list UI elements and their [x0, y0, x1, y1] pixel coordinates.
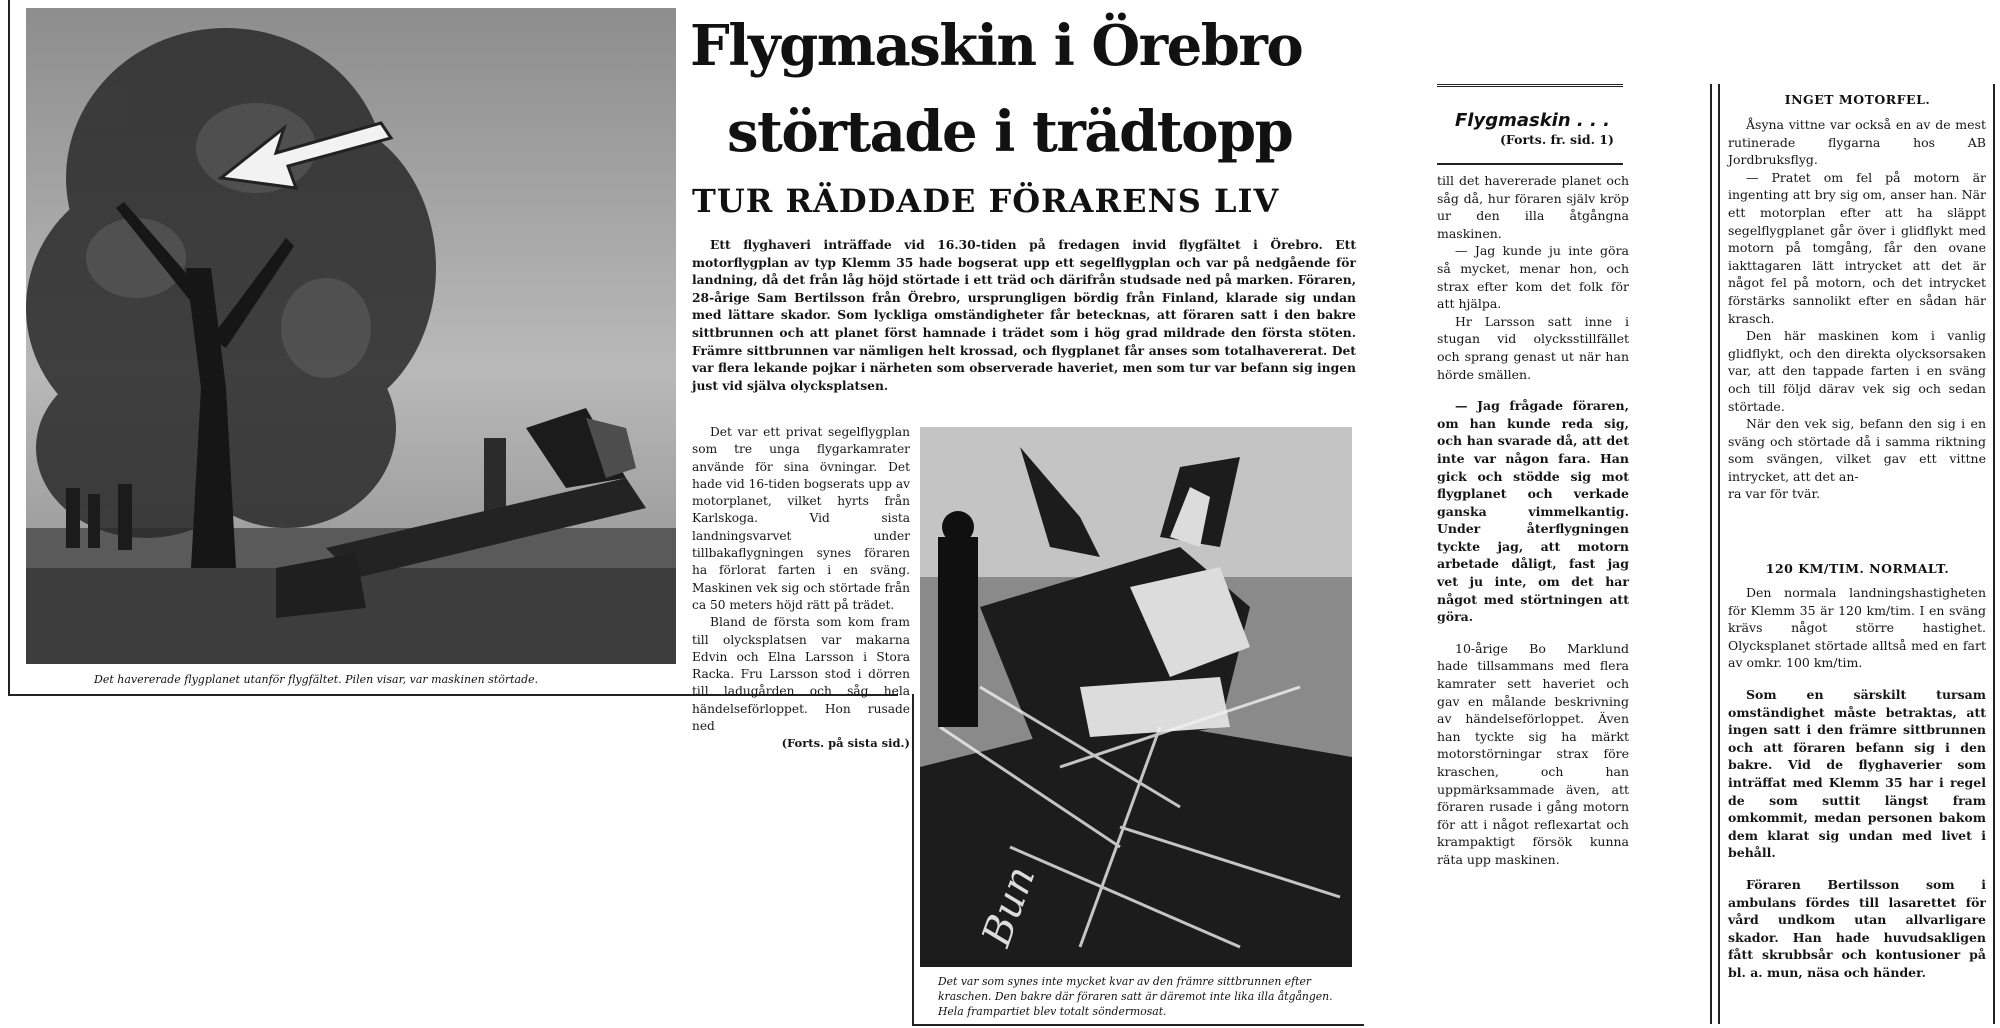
right-paragraph-3: Den här maskinen kom i vanlig glidflykt, och den direkta olycksorsaken var, att den tappade farten i en sväng och till följd därav vek sig och sedan störtade. [1728, 328, 1986, 414]
headline-line-1: Flygmaskin i Örebro [690, 13, 1303, 79]
right-paragraph-4b: ra var för tvär. [1728, 486, 1821, 502]
crash-photo-tree [26, 8, 676, 664]
lead-paragraph [692, 236, 1356, 394]
col1-paragraph-1: Det var ett privat segelflygplan som tre unga flygarkamrater använde för sina övningar. Det hade vid 16-tiden bogserats upp av motorplanet, vilket hyrts från Karlskoga. Vid sista landningsvarvet under tillbakaflygningen synes föraren ha förlorat farten i en sväng. Maskinen vek sig och störtade från ca 50 meters höjd rätt på trädet. [692, 425, 910, 612]
continuation-title: Flygmaskin . . . [1455, 110, 1610, 131]
continuation-ref: (Forts. fr. sid. 1) [1500, 132, 1614, 147]
continuation-paragraph-3: Hr Larsson satt inne i stugan vid olycksstillfället och sprang genast ut när han hörde smällen. [1437, 313, 1629, 382]
story-column-1 [692, 424, 910, 753]
center-side-rule [912, 694, 914, 1026]
right-paragraph-2: — Pratet om fel på motorn är ingenting att bry sig om, anser han. När ett motorplan efter att ha släppt segelflygplanet går över i glidflykt med motorn på tomgång, får den ovane iakttagaren lätt intrycket att det är något fel på motorn, och det intrycket förstärks sannolikt efter en sådan här krasch. [1728, 169, 1986, 326]
continuation-paragraph-5: 10-årige Bo Marklund hade tillsammans med flera kamrater sett haveriet och gav en målande beskrivning av händelseförloppet. Även han tyckte sig ha märkt motorstörningar strax före kraschen, och han uppmärksammade även, att föraren rusade i gång motorn för att i något reflexartat och krampaktigt försök kunna räta upp maskinen. [1437, 640, 1629, 867]
right-paragraph-4: När den vek sig, befann den sig i en sväng och störtade då i samma riktning som svängen, vilket gav ett vittne intrycket, att det an- [1728, 416, 1986, 484]
right-column-upper [1728, 116, 1986, 503]
continuation-column [1437, 172, 1629, 869]
center-bottom-rule [912, 1024, 1364, 1026]
continuation-paragraph-2: — Jag kunde ju inte göra så mycket, menar hon, och strax efter kom det folk för att hjälpa. [1437, 243, 1629, 312]
crash-photo-illustration [26, 8, 676, 664]
right-paragraph-7: Föraren Bertilsson som i ambulans fördes till lasarettet för vård undkom utan allvarligare skador. Han hade huvudsakligen fått skrubbsår och kontusioner på bl. a. mun, näsa och händer. [1728, 876, 1986, 980]
right-paragraph-1: Åsyna vittne var också en av de mest rutinerade flygarna hos AB Jordbruksflyg. [1728, 117, 1986, 168]
continuation-divider [1710, 84, 1712, 1024]
right-column-left-rule [1718, 84, 1720, 1024]
wreck-photo [920, 427, 1352, 967]
right-paragraph-5: Den normala landningshastigheten för Klemm 35 är 120 km/tim. I en sväng krävs något större hastighet. Olycksplanet störtade alltså med en fart av omkr. 100 km/tim. [1728, 585, 1986, 671]
subhead-inget-motorfel: INGET MOTORFEL. [1784, 92, 1931, 107]
right-paragraph-6: Som en särskilt tursam omständighet måste betraktas, att ingen satt i den främre sittbrunnen och att föraren befann sig i den bakre. Vid de flyghaverier som inträffat med Klemm 35 har i regel de som suttit längst fram omkommit, medan personen bakom dem klarat sig undan med livet i behåll. [1728, 686, 1986, 861]
subhead: TUR RÄDDADE FÖRARENS LIV [692, 182, 1280, 220]
col1-continued: (Forts. på sista sid.) [781, 736, 910, 751]
continuation-paragraph-1: till det havererade planet och såg då, hur föraren själv kröp ur den illa åtgångna maskinen. [1437, 173, 1629, 241]
right-column-lower [1728, 584, 1986, 981]
wreck-photo-illustration [920, 427, 1352, 967]
continuation-top-rule [1437, 84, 1623, 87]
wreck-photo-caption: Det var som synes inte mycket kvar av den främre sittbrunnen efter kraschen. Den bakre där föraren satt är däremot inte lika illa åtgången. Hela frampartiet blev totalt söndermosat. [938, 975, 1333, 1018]
left-photo-caption: Det havererade flygplanet utanför flygfältet. Pilen visar, var maskinen störtade. [94, 673, 539, 686]
subhead-120-kmtim: 120 KM/TIM. NORMALT. [1765, 561, 1950, 576]
lead-text: Ett flyghaveri inträffade vid 16.30-tiden på fredagen invid flygfältet i Örebro. Ett motorflygplan av typ Klemm 35 hade bogserat upp ett segelflygplan och var på nedgående för landning, då det från låg höjd störtade i ett träd och därifrån studsade ned på marken. Föraren, 28-årige Sam Bertilsson från Örebro, ursprungligen bördig från Finland, klarade sig undan med lättare skador. Som lyckliga omständigheter får betecknas, att föraren satt i den bakre sittbrunnen och att planet först hamnade i trädet som i hög grad mildrade den första stöten. Främre sittbrunnen var nämligen helt krossad, och flygplanet får anses som totalhavererat. Det var flera lekande pojkar i närheten som observerade haveriet, men som tur var befann sig ingen just vid själva olycksplatsen. [692, 237, 1356, 393]
headline-line-2: störtade i trädtopp [727, 99, 1293, 165]
continuation-title-rule [1437, 163, 1623, 165]
wreck-lettering: Bun [973, 860, 1045, 953]
continuation-paragraph-4: — Jag frågade föraren, om han kunde reda sig, och han svarade då, att det inte var någon fara. Han gick och stödde sig mot flygplanet och verkade ganska vimmelkantig. Under återflygningen tyckte jag, att motorn arbetade dåligt, fast jag vet ju inte, om det har något med störtningen att göra. [1437, 398, 1629, 625]
right-column-right-rule [1993, 84, 1995, 1024]
left-side-rule [8, 0, 10, 696]
col1-paragraph-2: Bland de första som kom fram till olycksplatsen var makarna Edvin och Elna Larsson i Stora Racka. Fru Larsson stod i dörren till ladugården och såg hela händelseförloppet. Hon rusade ned [692, 615, 910, 734]
